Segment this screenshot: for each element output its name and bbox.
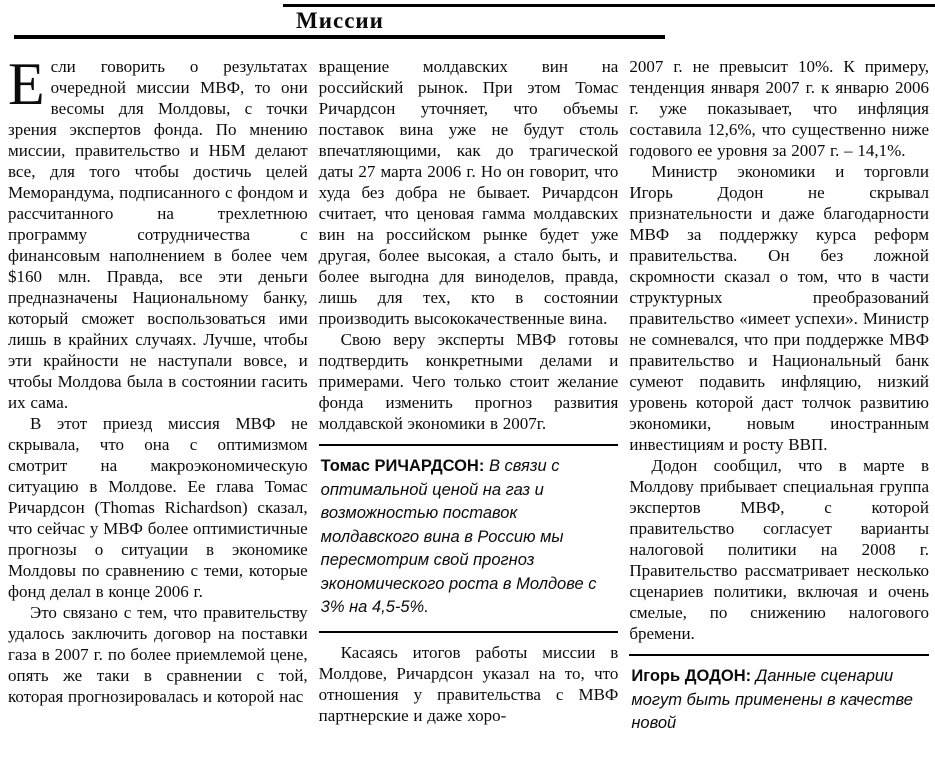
paragraph: Додон сообщил, что в марте в Молдову прибывает специальная группа экспертов МВФ, с которой правительство согласует варианты налоговой политики на 2008 г. Правительство рассматривает несколько сценариев политики, включая и очень смелые, по снижению налогового бремени.: [629, 456, 930, 643]
article-columns: [8, 51, 930, 736]
pull-quote-dodon: [629, 654, 929, 736]
paragraph-lead-text: сли говорить о результатах очередной миссии МВФ, то они весомы для Молдовы, с точки зрения экспертов фонда. По мнению миссии, правительство и НБМ делают все, для того чтобы достичь целей Меморандума, подписанного с фондом и рассчитанного на трехлетнюю программу сотрудничества с финансовым наполнением в более чем $160 млн. Правда, все эти деньги предназначены Национальному банку, который сможет воспользоваться ими лишь в крайних случаях. Лучше, чтобы эти крайности не наступали вовсе, и чтобы Молдова была в состоянии гасить их сама.: [8, 57, 308, 412]
paragraph-lead: [8, 51, 308, 413]
column-1: [8, 51, 308, 736]
paragraph-continuation: вращение молдавских вин на российский рынок. При этом Томас Ричардсон уточняет, что объемы поставок вина уже не будут столь впечатляющими, как до трагической даты 27 марта 2006 г. Но он говорит, что худа без добра не бывает. Ричардсон считает, что ценовая гамма молдавских вин на российском рынке будет уже другая, более высокая, а стало быть, и более выгодна для виноделов, правда, лишь для тех, кто в состоянии производить высококачественные вина.: [318, 57, 619, 328]
quote-speaker-name: Томас РИЧАРДСОН:: [320, 457, 485, 475]
quote-text: Данные сценарии могут быть применены в качестве новой: [631, 667, 913, 732]
paragraph: Касаясь итогов работы миссии в Молдове, Ричардсон указал на то, что отношения у правительства с МВФ партнерские и даже хоро-: [318, 642, 619, 725]
header-rule-bottom: [14, 35, 665, 39]
page-title: Миссии: [296, 8, 384, 33]
pull-quote-richardson: [319, 444, 619, 633]
paragraph: Министр экономики и торговли Игорь Додон не скрывал признательности и даже благодарности МВФ за поддержку курса реформ правительства. Он без ложной скромности сказал о том, что в части структурных преобразований правительство «имеет успехи». Министр не сомневался, что при поддержке МВФ правительство и Национальный банк сумеют подавить инфляцию, низкий уровень которой даст толчок развитию экономики, новым иностранным инвестициям и росту ВВП.: [629, 162, 930, 454]
paragraph: Свою веру эксперты МВФ готовы подтвердить конкретными делами и примерами. Чего только стоит желание фонда изменить прогноз развития молдавской экономики в 2007г.: [318, 330, 619, 433]
column-2: [319, 56, 619, 736]
paragraph: Это связано с тем, что правительству удалось заключить договор на поставки газа в 2007 г. по более приемлемой цене, опять же таки в сравнении с той, которая прогнозировалась и которой нас: [8, 603, 308, 706]
drop-cap: Е: [8, 51, 45, 117]
paragraph-continuation: 2007 г. не превысит 10%. К примеру, тенденция января 2007 г. к январю 2006 г. уже показывает, что инфляция составила 12,6%, что существенно ниже годового ее уровня за 2007 г. – 14,1%.: [629, 57, 930, 160]
quote-speaker-name: Игорь ДОДОН:: [631, 667, 752, 685]
column-3: [629, 56, 929, 736]
paragraph: В этот приезд миссия МВФ не скрывала, что она с оптимизмом смотрит на макроэкономическую ситуацию в Молдове. Ее глава Томас Ричардсон (Thomas Richardson) сказал, что сейчас у МВФ более оптимистичные прогнозы о ситуации в экономике Молдовы по сравнению с теми, которые фонд делал в конце 2006 г.: [8, 414, 308, 601]
header-rule-top: [283, 4, 935, 7]
quote-text: В связи с оптимальной ценой на газ и возможностью поставок молдавского вина в Россию мы пересмотрим свой прогноз экономического роста в Молдове с 3% на 4,5-5%.: [320, 457, 597, 616]
